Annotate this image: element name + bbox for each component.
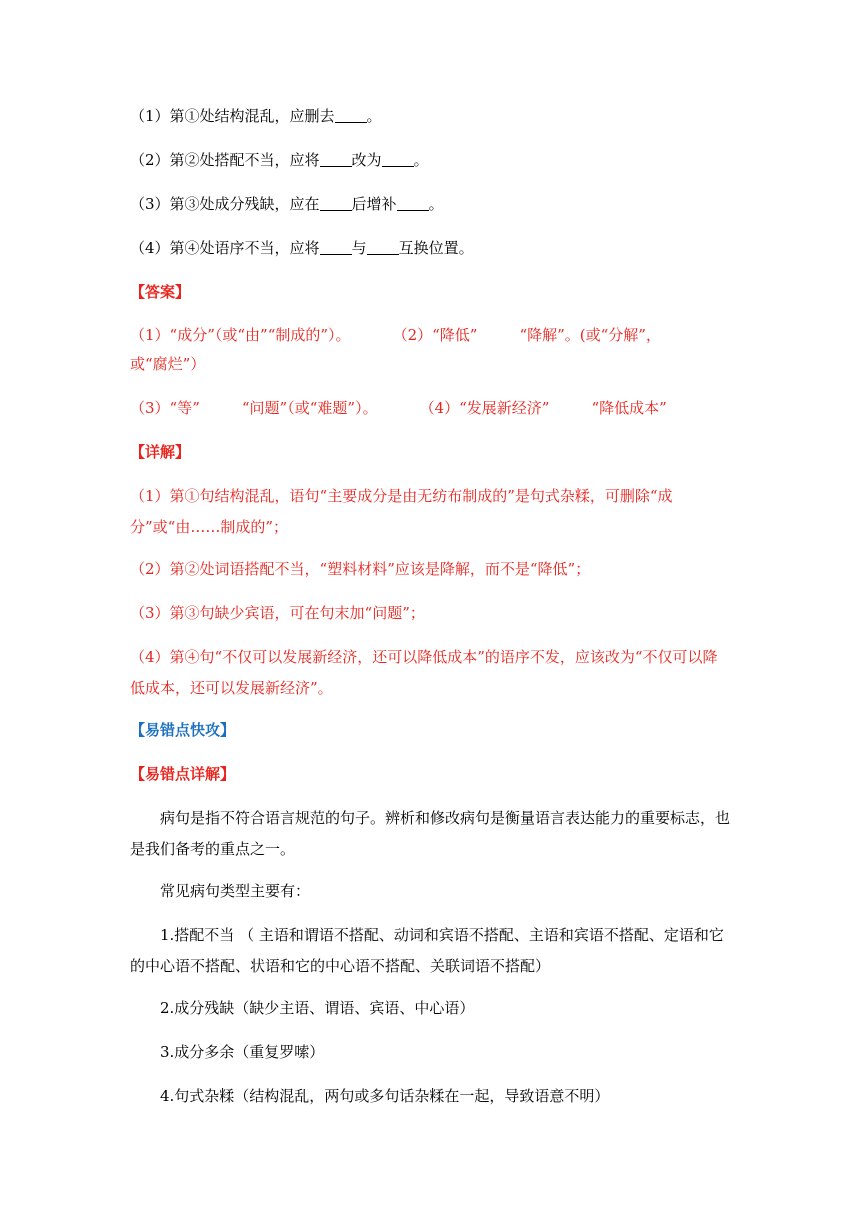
- question-4: （4）第④处语序不当，应将 与 互换位置。: [130, 239, 474, 257]
- answer-line-1: （1）“成分”（或“由”“制成的”）。 （2）“降低” “降解”。(或“分解”，: [130, 326, 661, 344]
- answer-blank: [320, 195, 352, 211]
- answer-line-3: （3）“等” “问题”（或“难题”）。 （4）“发展新经济” “降低成本”: [130, 399, 667, 417]
- answer-blank: [367, 239, 399, 255]
- answer-line-2: 或“腐烂”）: [130, 355, 206, 373]
- answer-blank: [320, 151, 352, 167]
- explain-paragraph-3: （3）第③句缺少宾语，可在句末加“问题”；: [130, 604, 425, 622]
- tips-detail-heading: 【易错点详解】: [130, 765, 236, 783]
- answer-blank: [382, 151, 414, 167]
- explain-paragraph-4: （4）第④句“不仅可以发展新经济，还可以降低成本”的语序不发，应该改为“不仅可以降低成本，还可以发展新经济”。: [130, 648, 718, 697]
- type-3: 3.成分多余（重复罗嗦）: [160, 1043, 325, 1061]
- types-title: 常见病句类型主要有：: [160, 882, 311, 900]
- tips-heading: 【易错点快攻】: [130, 721, 236, 739]
- answer-blank: [397, 195, 429, 211]
- tips-intro: 病句是指不符合语言规范的句子。辨析和修改病句是衡量语言表达能力的重要标志，也是我们备考的重点之一。: [130, 809, 731, 858]
- explain-paragraph-1: （1）第①句结构混乱，语句“主要成分是由无纺布制成的”是句式杂糅，可删除“成分”或“由……制成的”；: [130, 487, 673, 536]
- explain-paragraph-2: （2）第②处词语搭配不当，“塑料材料”应该是降解，而不是“降低”；: [130, 560, 591, 578]
- explain-heading: 【详解】: [130, 443, 191, 461]
- type-1: 1.搭配不当 （ 主语和谓语不搭配、动词和宾语不搭配、主语和宾语不搭配、定语和它的中心语不搭配、状语和它的中心语不搭配、关联词语不搭配）: [130, 926, 724, 975]
- question-2: （2）第②处搭配不当，应将 改为 。: [130, 151, 429, 169]
- question-3: （3）第③处成分残缺，应在 后增补 。: [130, 195, 444, 213]
- type-4: 4.句式杂糅（结构混乱，两句或多句话杂糅在一起，导致语意不明）: [160, 1087, 610, 1105]
- question-1: （1）第①处结构混乱，应删去 。: [130, 107, 382, 125]
- answer-blank: [320, 239, 352, 255]
- type-2: 2.成分残缺（缺少主语、谓语、宾语、中心语）: [160, 999, 475, 1017]
- answer-blank: [335, 107, 367, 123]
- answer-heading: 【答案】: [130, 283, 191, 301]
